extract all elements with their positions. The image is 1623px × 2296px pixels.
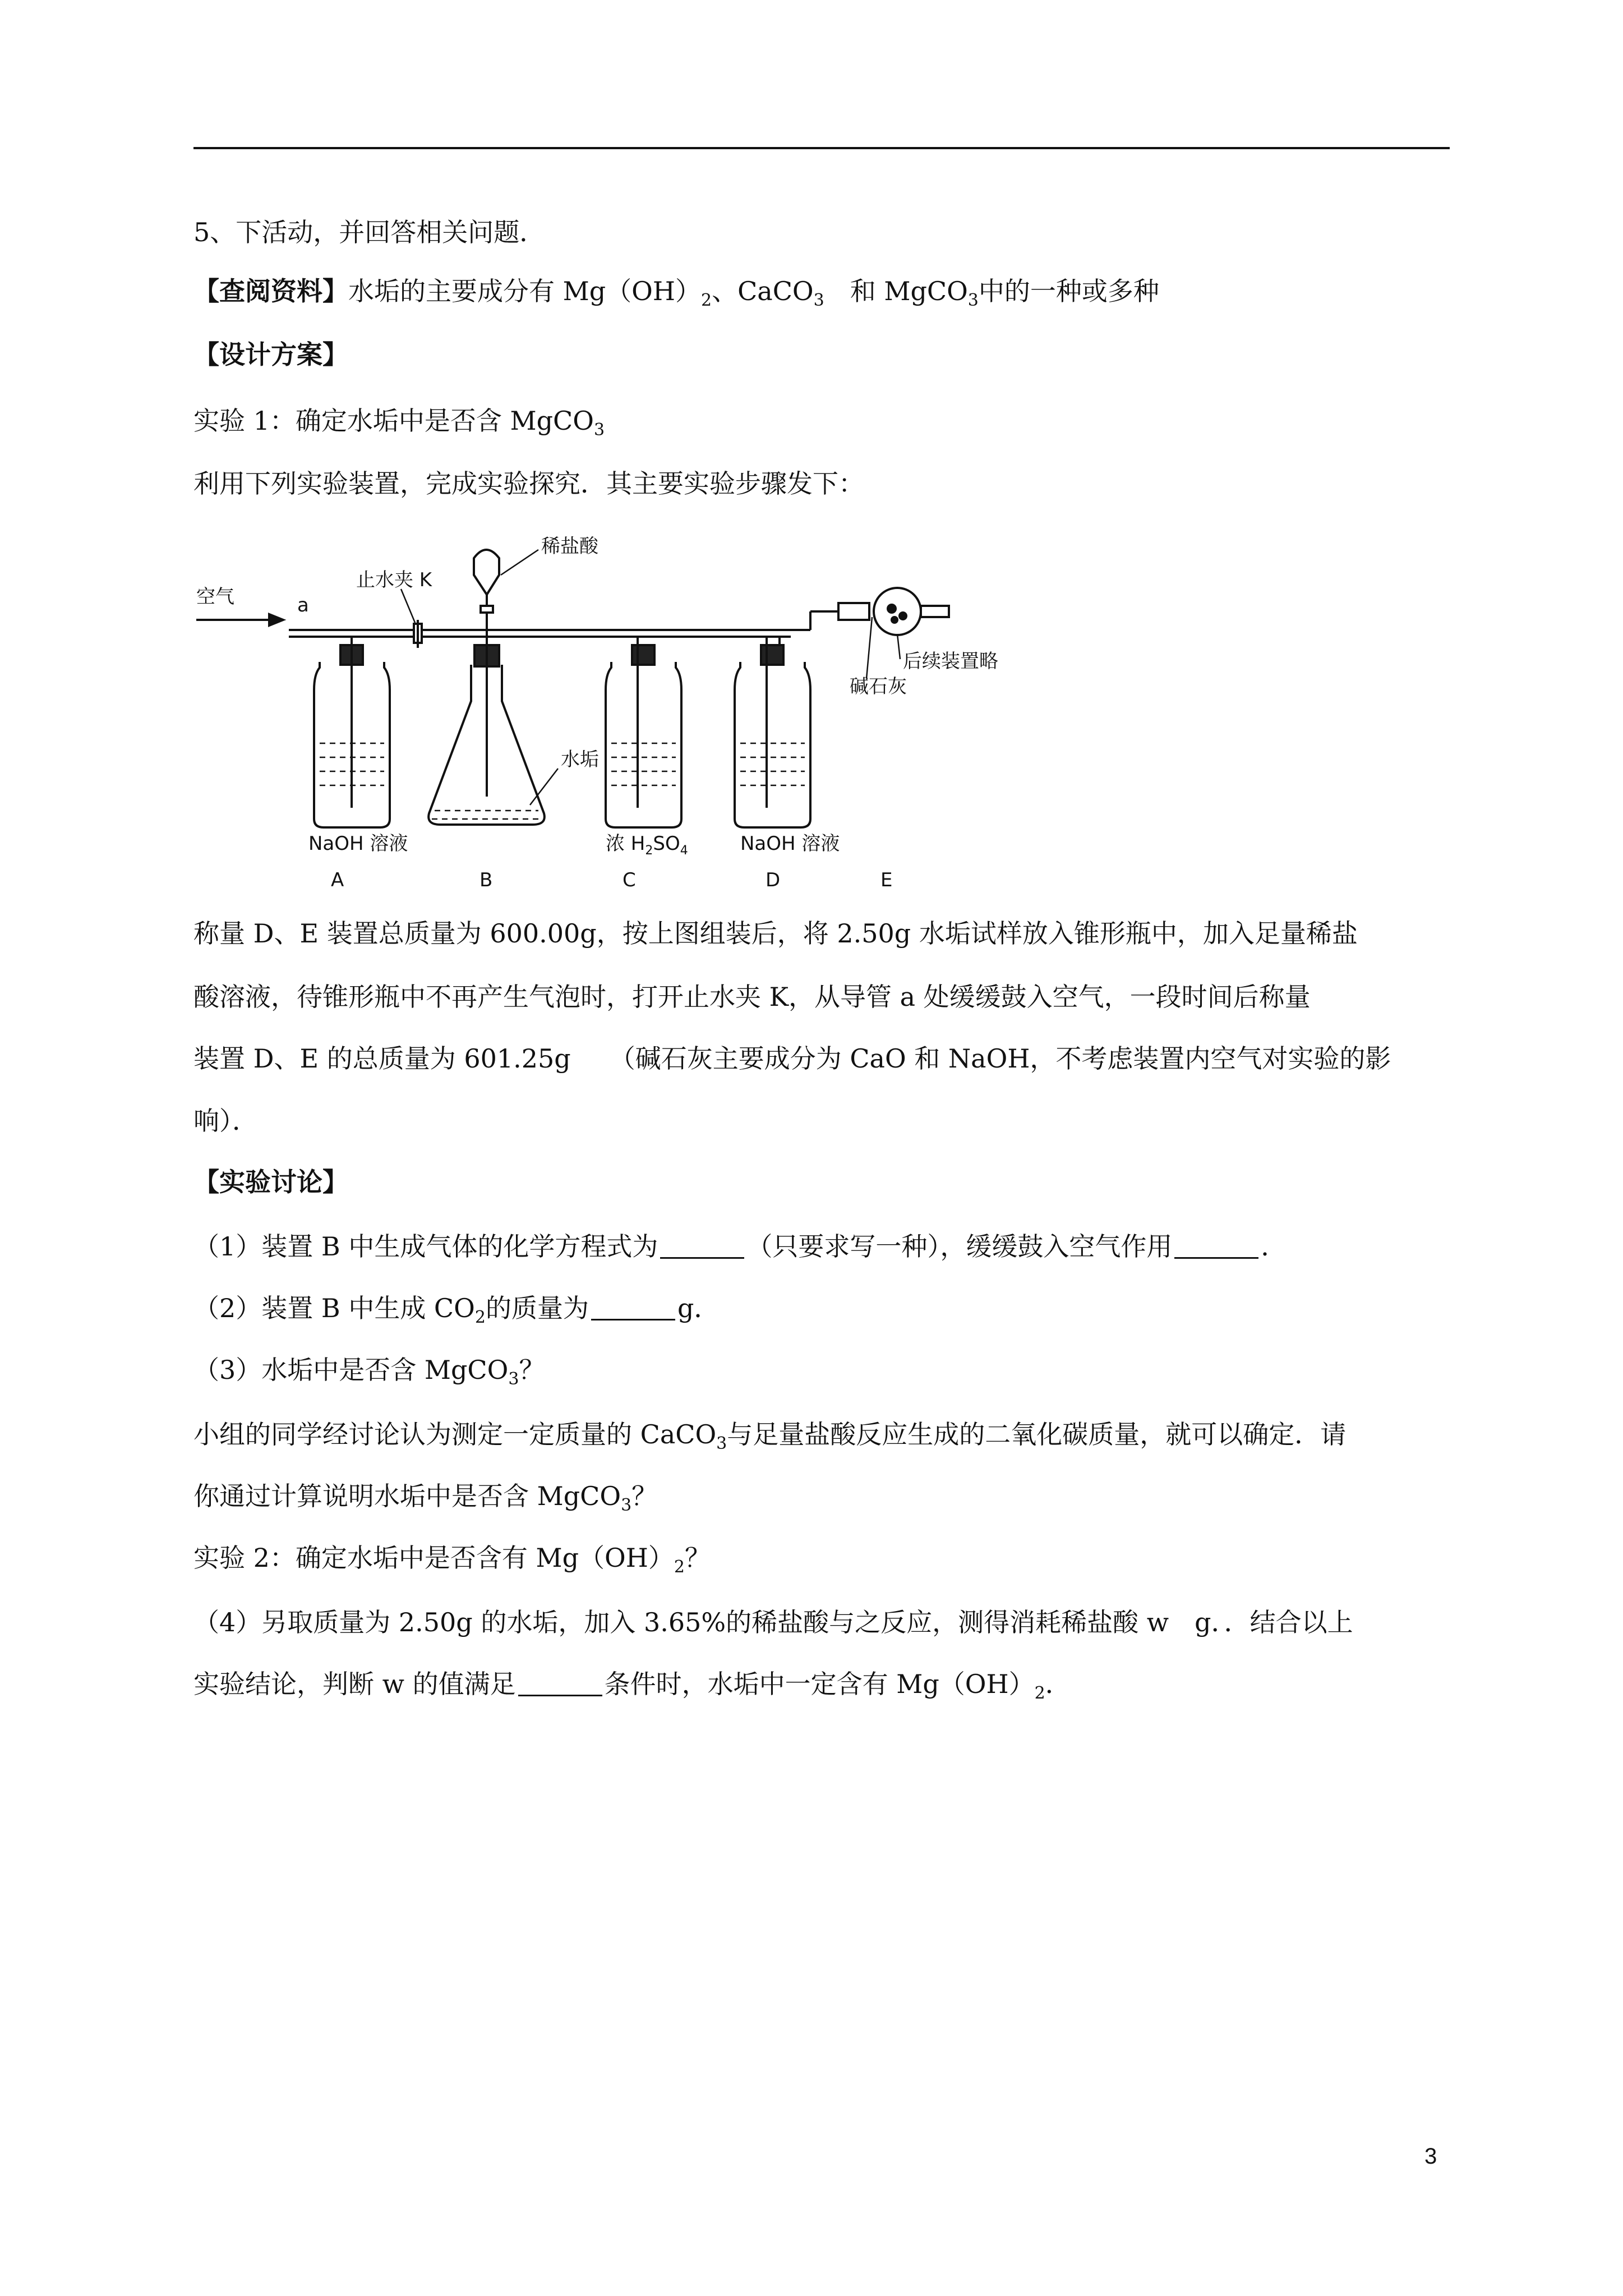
label-scale: 水垢 [561, 748, 599, 771]
tube-e-bulb [874, 588, 921, 635]
paragraph-line-2: 酸溶液，待锥形瓶中不再产生气泡时，打开止水夹 K，从导管 a 处缓缓鼓入空气，一段时间后称量 [193, 982, 1311, 1012]
label-clamp: 止水夹 K [356, 569, 432, 591]
tube-e-outlet [921, 606, 949, 617]
label-a: a [297, 594, 309, 616]
info-line: 【查阅资料】水垢的主要成分有 $Mg(OH)_2$、CaCO$_3$ 和 MgCO$_3$中的一种或多种 [193, 276, 1159, 310]
separatory-funnel [474, 550, 499, 595]
discussion-heading: 【实验讨论】 [193, 1167, 348, 1197]
letter-b: B [479, 869, 493, 891]
label-h2so4: 浓 $H_2SO_4$ [606, 832, 688, 858]
apparatus-diagram [193, 527, 998, 892]
question-1: （1）装置 B 中生成气体的化学方程式为 （只要求写一种），缓缓鼓入空气作用 ． [193, 1231, 1287, 1262]
group-line-2: 你通过计算说明水垢中是否含 MgCO$_3$？ [193, 1481, 658, 1515]
stopper-c [632, 645, 654, 665]
label-naoh-a: NaOH 溶液 [308, 832, 408, 855]
label-lime: 碱石灰 [850, 675, 907, 698]
header-rule [193, 147, 1450, 149]
question-2: （2）装置 B 中生成 $CO_2$的质量为 g． [193, 1293, 720, 1327]
paragraph-line-4: 响）． [193, 1106, 258, 1136]
experiment-1-line: 实验 1：确定水垢中是否含 MgCO$_3$ [193, 406, 605, 440]
group-line-1: 小组的同学经讨论认为测定一定质量的 CaCO$_3$与足量盐酸反应生成的二氧化碳质量，就可以确定．请 [193, 1419, 1347, 1453]
label-naoh-d: NaOH 溶液 [740, 832, 840, 855]
question-3: （3）水垢中是否含 MgCO$_3$？ [193, 1355, 545, 1389]
answer-blank-3[interactable] [591, 1299, 675, 1320]
bottle-c [606, 662, 681, 827]
question-4-line-1: （4）另取质量为 2.50g 的水垢，加入 3.65%的稀盐酸与之反应，测得消耗稀盐酸 w g．．结合以上 [193, 1607, 1353, 1637]
answer-blank-2[interactable] [1174, 1237, 1258, 1259]
label-followup: 后续装置略 [903, 650, 998, 673]
letter-a: A [331, 869, 344, 891]
letter-e: E [880, 869, 893, 891]
page-number: 3 [1424, 2144, 1437, 2169]
paragraph-line-1: 称量 D、E 装置总质量为 600.00g，按上图组装后，将 2.50g 水垢试样放入锥形瓶中，加入足量稀盐 [193, 918, 1358, 949]
letter-d: D [766, 869, 781, 891]
tube-e-neck [838, 603, 869, 620]
experiment-2-line: 实验 2：确定水垢中是否含有 $Mg(OH)_2$？ [193, 1543, 711, 1577]
label-acid: 稀盐酸 [541, 535, 598, 558]
label-air: 空气 [196, 586, 234, 608]
paragraph-line-3: 装置 D、E 的总质量为 601.25g （碱石灰主要成分为 CaO 和 NaOH，不考虑装置内空气对实验的影 [193, 1043, 1391, 1074]
bottle-d [735, 662, 810, 827]
answer-blank-4[interactable] [518, 1674, 602, 1696]
question-title: 5、下活动，并回答相关问题． [193, 217, 546, 247]
question-4-line-2: 实验结论，判断 w 的值满足 条件时，水垢中一定含有 $Mg(OH)_2$． [193, 1669, 1071, 1703]
design-heading: 【设计方案】 [193, 339, 348, 370]
letter-c: C [623, 869, 636, 891]
steps-intro: 利用下列实验装置，完成实验探究．其主要实验步骤发下： [193, 468, 864, 499]
stopper-d [761, 645, 783, 665]
air-arrow-head [269, 614, 283, 625]
answer-blank-1[interactable] [660, 1237, 744, 1259]
